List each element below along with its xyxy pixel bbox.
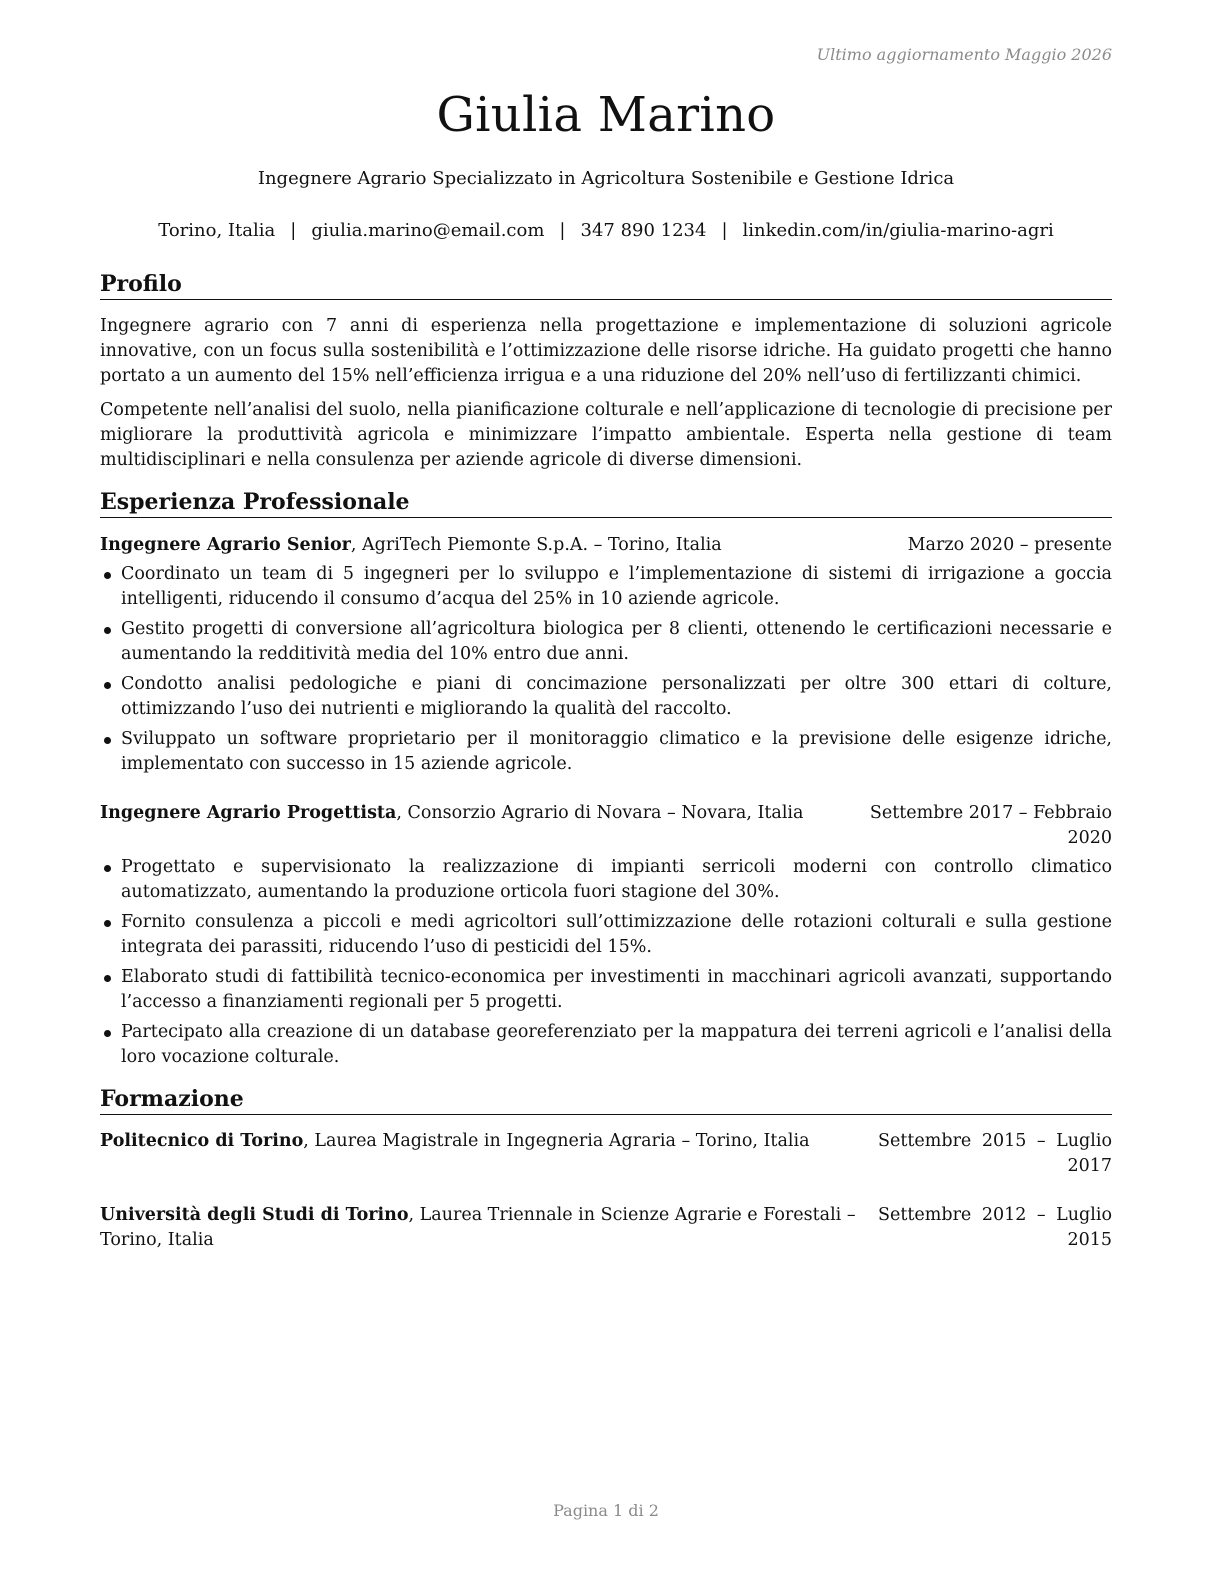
- list-item: Sviluppato un software proprietario per il monitoraggio climatico e la previsione delle esigenze idriche, implementato con successo in 15 aziende agricole.: [100, 727, 1112, 777]
- job-dates: Marzo 2020 – presente: [907, 535, 1112, 555]
- job-dates: Settembre 2017 – Febbraio 2020: [869, 803, 1112, 848]
- job-role: Ingegnere Agrario Senior: [100, 535, 351, 555]
- bullet-icon: [104, 865, 111, 872]
- profile-paragraph: Competente nell’analisi del suolo, nella pianificazione colturale e nell’applicazione di tecnologie di precisione per migliorare la produttività agricola e minimizzare l’impatto ambientale. Esperta nella gestione di team multidisciplinari e nella consulenza per aziende agricole di diverse dimensioni.: [100, 400, 1112, 470]
- list-item: Elaborato studi di fattibilità tecnico-economica per investimenti in macchinari agricoli avanzati, supportando l’accesso a finanziamenti regionali per 5 progetti.: [100, 965, 1112, 1015]
- contact-line: [100, 219, 1112, 243]
- bullet-icon: [104, 975, 111, 982]
- section-title-experience: Esperienza Professionale: [100, 488, 1112, 518]
- education-institution-line: [100, 1129, 882, 1154]
- bullet-icon: [104, 627, 111, 634]
- job-title-line: [100, 533, 722, 558]
- contact-email[interactable]: giulia.marino@email.com: [311, 220, 545, 241]
- list-item: Fornito consulenza a piccoli e medi agricoltori sull’ottimizzazione delle rotazioni colturali e sulla gestione integrata dei parassiti, riducendo l’uso di pesticidi del 15%.: [100, 910, 1112, 960]
- education-institution-line: [100, 1203, 882, 1253]
- contact-location: Torino, Italia: [158, 220, 276, 241]
- profile-paragraph: Ingegnere agrario con 7 anni di esperienza nella progettazione e implementazione di soluzioni agricole innovative, con un focus sulla sostenibilità e l’ottimizzazione delle risorse idriche. Ha guidato progetti che hanno portato a un aumento del 15% nell’efficienza irrigua e a una riduzione del 20% nell’uso di fertilizzanti chimici.: [100, 316, 1112, 386]
- bullet-icon: [104, 572, 111, 579]
- resume-page: [100, 0, 1112, 1584]
- list-item: Partecipato alla creazione di un database georeferenziato per la mappatura dei terreni agricoli e l’analisi della loro vocazione colturale.: [100, 1020, 1112, 1070]
- contact-linkedin[interactable]: linkedin.com/in/giulia-marino-agri: [742, 220, 1054, 241]
- job-role: Ingegnere Agrario Progettista: [100, 803, 397, 823]
- education-dates: Settembre 2012 – Luglio 2015: [878, 1205, 1112, 1250]
- bullet-icon: [104, 1030, 111, 1037]
- job-company: , AgriTech Piemonte S.p.A. – Torino, Italia: [350, 535, 722, 555]
- education-school: Politecnico di Torino: [100, 1131, 304, 1151]
- last-updated-note: Ultimo aggiornamento Maggio 2026: [816, 45, 1112, 64]
- job-bullets: [100, 562, 1112, 782]
- page-number: Pagina 1 di 2: [553, 1501, 659, 1520]
- list-item: Coordinato un team di 5 ingegneri per lo sviluppo e l’implementazione di sistemi di irrigazione a goccia intelligenti, riducendo il consumo d’acqua del 25% in 10 aziende agricole.: [100, 562, 1112, 612]
- section-title-profile: Profilo: [100, 270, 1112, 300]
- candidate-name: Giulia Marino: [436, 87, 776, 143]
- education-degree: , Laurea Triennale in Scienze Agrarie e Forestali – Torino, Italia: [100, 1205, 856, 1250]
- job-bullets: [100, 855, 1112, 1075]
- bullet-icon: [104, 920, 111, 927]
- education-degree: , Laurea Magistrale in Ingegneria Agraria – Torino, Italia: [303, 1131, 810, 1151]
- section-title-education: Formazione: [100, 1085, 1112, 1115]
- candidate-headline: Ingegnere Agrario Specializzato in Agricoltura Sostenibile e Gestione Idrica: [257, 168, 955, 189]
- contact-separator: |: [721, 220, 728, 241]
- education-school: Università degli Studi di Torino: [100, 1205, 409, 1225]
- job-title-line: [100, 801, 803, 826]
- contact-separator: |: [559, 220, 566, 241]
- education-dates: Settembre 2015 – Luglio 2017: [878, 1131, 1112, 1176]
- job-company: , Consorzio Agrario di Novara – Novara, Italia: [396, 803, 804, 823]
- list-item: Progettato e supervisionato la realizzazione di impianti serricoli moderni con controllo climatico automatizzato, aumentando la produzione orticola fuori stagione del 30%.: [100, 855, 1112, 905]
- bullet-icon: [104, 682, 111, 689]
- bullet-icon: [104, 737, 111, 744]
- contact-phone: 347 890 1234: [580, 220, 707, 241]
- list-item: Condotto analisi pedologiche e piani di concimazione personalizzati per oltre 300 ettari di colture, ottimizzando l’uso dei nutrienti e migliorando la qualità del raccolto.: [100, 672, 1112, 722]
- list-item: Gestito progetti di conversione all’agricoltura biologica per 8 clienti, ottenendo le certificazioni necessarie e aumentando la redditività media del 10% entro due anni.: [100, 617, 1112, 667]
- contact-separator: |: [290, 220, 297, 241]
